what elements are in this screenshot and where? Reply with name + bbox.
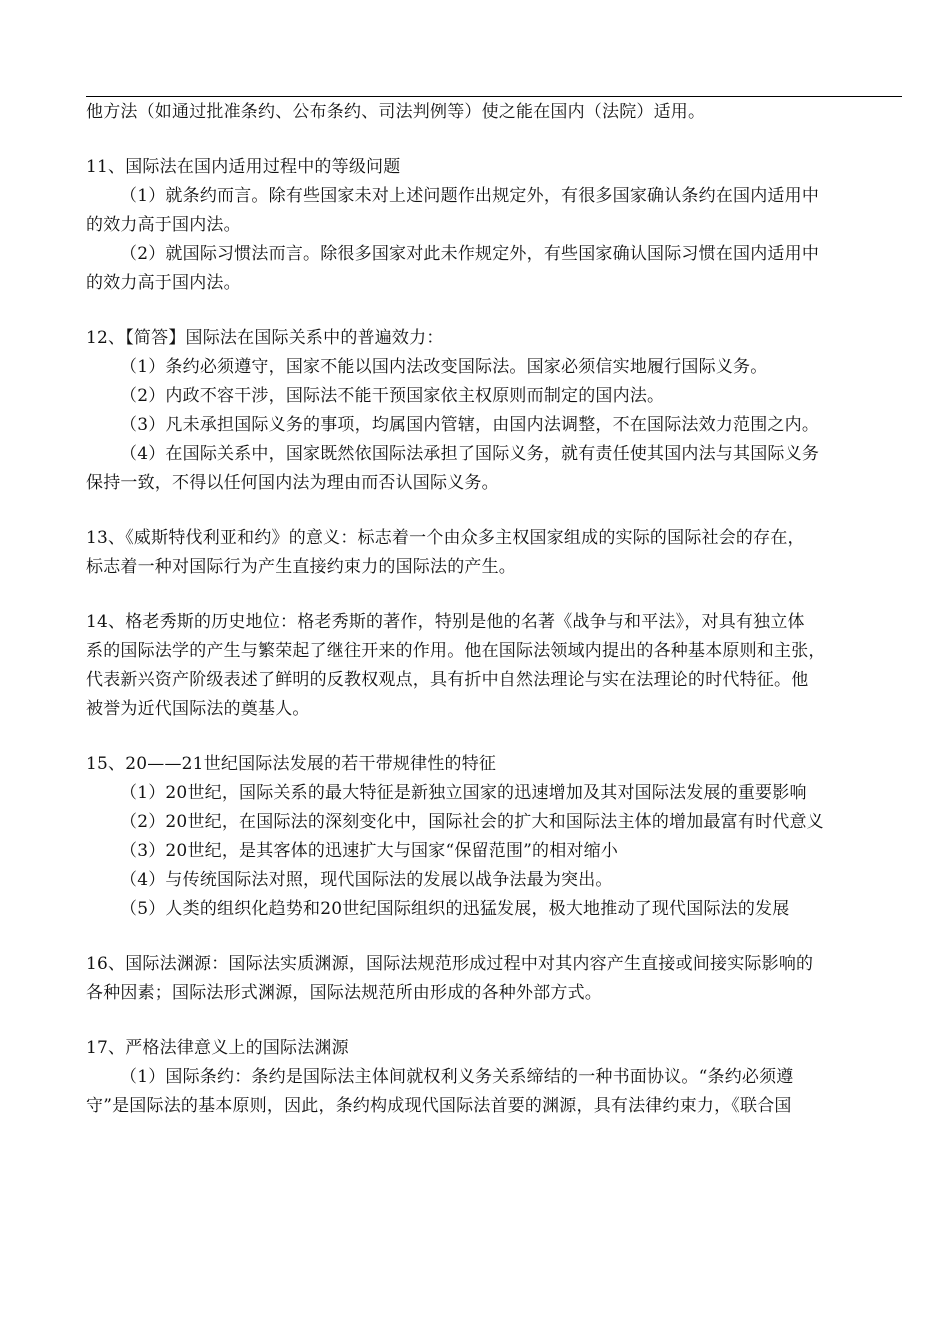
text-line: （2）内政不容干涉，国际法不能干预国家依主权原则而制定的国内法。 <box>120 386 665 406</box>
paragraph-gap <box>86 498 902 524</box>
text-line: 被誉为近代国际法的奠基人。 <box>86 699 310 719</box>
text-line: 守”是国际法的基本原则，因此，条约构成现代国际法首要的渊源，具有法律约束力，《联合国 <box>86 1096 792 1116</box>
paragraph-gap <box>86 582 902 608</box>
text-line: （4）在国际关系中，国家既然依国际法承担了国际义务，就有责任使其国内法与其国际义务 <box>120 444 820 464</box>
paragraph-gap <box>86 724 902 750</box>
document-body <box>86 98 902 1121</box>
text-line: 保持一致，不得以任何国内法为理由而否认国际义务。 <box>86 473 499 493</box>
header-rule <box>86 96 902 97</box>
paragraph-gap <box>86 298 902 324</box>
paragraph-gap <box>86 1008 902 1034</box>
section-heading-16: 16、国际法渊源：国际法实质渊源，国际法规范形成过程中对其内容产生直接或间接实际影响的 <box>86 954 814 974</box>
text-line: （4）与传统国际法对照，现代国际法的发展以战争法最为突出。 <box>120 870 613 890</box>
text-line: （3）凡未承担国际义务的事项，均属国内管辖，由国内法调整，不在国际法效力范围之内。 <box>120 415 820 435</box>
section-heading-12: 12、【简答】国际法在国际关系中的普遍效力： <box>86 328 444 348</box>
section-heading-15: 15、20——21世纪国际法发展的若干带规律性的特征 <box>86 754 497 774</box>
text-line: （2）就国际习惯法而言。除很多国家对此未作规定外，有些国家确认国际习惯在国内适用中 <box>120 244 820 264</box>
text-line: 各种因素；国际法形式渊源，国际法规范所由形成的各种外部方式。 <box>86 983 602 1003</box>
text-line: 标志着一种对国际行为产生直接约束力的国际法的产生。 <box>86 557 516 577</box>
paragraph-gap <box>86 924 902 950</box>
section-heading-11: 11、国际法在国内适用过程中的等级问题 <box>86 157 401 177</box>
text-line: 的效力高于国内法。 <box>86 215 241 235</box>
section-heading-14: 14、格老秀斯的历史地位：格老秀斯的著作，特别是他的名著《战争与和平法》，对具有独立体 <box>86 612 805 632</box>
text-line: 系的国际法学的产生与繁荣起了继往开来的作用。他在国际法领域内提出的各种基本原则和主张， <box>86 641 826 661</box>
section-heading-17: 17、严格法律意义上的国际法渊源 <box>86 1038 349 1058</box>
text-line: （1）条约必须遵守，国家不能以国内法改变国际法。国家必须信实地履行国际义务。 <box>120 357 768 377</box>
text-line: （3）20世纪，是其客体的迅速扩大与国家“保留范围”的相对缩小 <box>120 841 619 861</box>
paragraph-gap <box>86 127 902 153</box>
text-line: （1）20世纪，国际关系的最大特征是新独立国家的迅速增加及其对国际法发展的重要影响 <box>120 783 807 803</box>
text-line: （1）就条约而言。除有些国家未对上述问题作出规定外，有很多国家确认条约在国内适用中 <box>120 186 820 206</box>
text-line: 他方法（如通过批准条约、公布条约、司法判例等）使之能在国内（法院）适用。 <box>86 102 706 122</box>
text-line: （1）国际条约：条约是国际法主体间就权利义务关系缔结的一种书面协议。“条约必须遵 <box>120 1067 794 1087</box>
text-line: 的效力高于国内法。 <box>86 273 241 293</box>
section-heading-13: 13、《威斯特伐利亚和约》的意义：标志着一个由众多主权国家组成的实际的国际社会的存在， <box>86 528 805 548</box>
text-line: （5）人类的组织化趋势和20世纪国际组织的迅猛发展，极大地推动了现代国际法的发展 <box>120 899 790 919</box>
text-line: （2）20世纪，在国际法的深刻变化中，国际社会的扩大和国际法主体的增加最富有时代意义 <box>120 812 824 832</box>
text-line: 代表新兴资产阶级表述了鲜明的反教权观点，具有折中自然法理论与实在法理论的时代特征。他 <box>86 670 809 690</box>
